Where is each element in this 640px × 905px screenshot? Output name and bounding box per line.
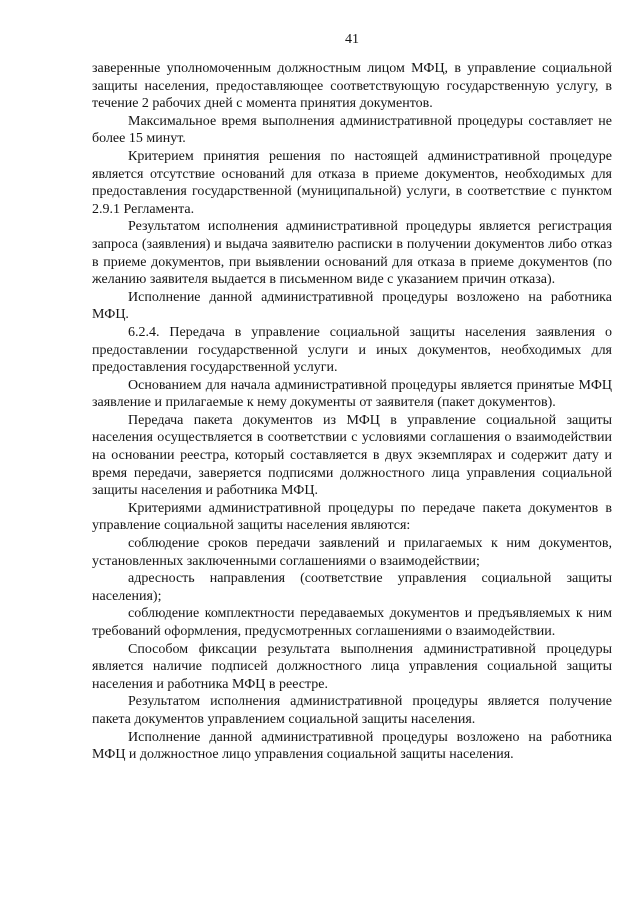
paragraph-section-6-2-4: 6.2.4. Передача в управление социальной защиты населения заявления о предоставлении государственной услуги и иных документов, необходимых для предоставления государственной услуги. [92,324,612,376]
paragraph-max-time: Максимальное время выполнения административной процедуры составляет не более 15 минут. [92,113,612,147]
page-number: 41 [345,32,359,47]
paragraph-transfer: Передача пакета документов из МФЦ в управление социальной защиты населения осуществляется в соответствии с условиями соглашения о взаимодействии на основании реестра, который составляется в двух экземплярах и содержит дату и время передачи, заверяется подписями должностного лица управления социальной защиты населения и работника МФЦ. [92,412,612,499]
paragraph-criteria-completeness: соблюдение комплектности передаваемых документов и предъявляемых к ним требований оформления, предусмотренных соглашениями о взаимодействии. [92,606,612,639]
paragraph-result-registration: Результатом исполнения административной процедуры является регистрация запроса (заявления) и выдача заявителю расписки в получении документов либо отказ в приеме документов, при выявлении оснований для отказа в приеме документов (по желанию заявителя выдается в письменном виде с указанием причин отказа). [92,219,612,288]
paragraph-executor-mfc: Исполнение данной административной процедуры возложено на работника МФЦ. [92,289,612,323]
paragraph-criteria-deadlines: соблюдение сроков передачи заявлений и прилагаемых к ним документов, установленных заключенными соглашениями о взаимодействии; [92,536,612,569]
paragraph-decision-criterion: Критерием принятия решения по настоящей административной процедуре является отсутствие оснований для отказа в приеме документов, необходимых для предоставления государственной (муниципальной) услуги, в соответствие с пунктом 2.9.1 Регламента. [92,148,612,217]
paragraph-fixation-method: Способом фиксации результата выполнения административной процедуры является наличие подписей должностного лица управления социальной защиты населения и работника МФЦ в реестре. [92,641,612,692]
document-body [92,60,612,764]
paragraph-executor-final: Исполнение данной административной процедуры возложено на работника МФЦ и должностное лицо управления социальной защиты населения. [92,729,612,763]
paragraph-continuation: заверенные уполномоченным должностным лицом МФЦ, в управление социальной защиты населения, предоставляющее соответствующую государственную услугу, в течение 2 рабочих дней с момента принятия документов. [92,61,612,112]
paragraph-criteria-intro: Критериями административной процедуры по передаче пакета документов в управление социальной защиты населения являются: [92,500,612,534]
paragraph-basis: Основанием для начала административной процедуры является принятые МФЦ заявление и прилагаемые к нему документы от заявителя (пакет документов). [92,377,612,411]
paragraph-criteria-addressing: адресность направления (соответствие управления социальной защиты населения); [92,571,612,604]
paragraph-result-receipt: Результатом исполнения административной процедуры является получение пакета документов управлением социальной защиты населения. [92,694,612,727]
